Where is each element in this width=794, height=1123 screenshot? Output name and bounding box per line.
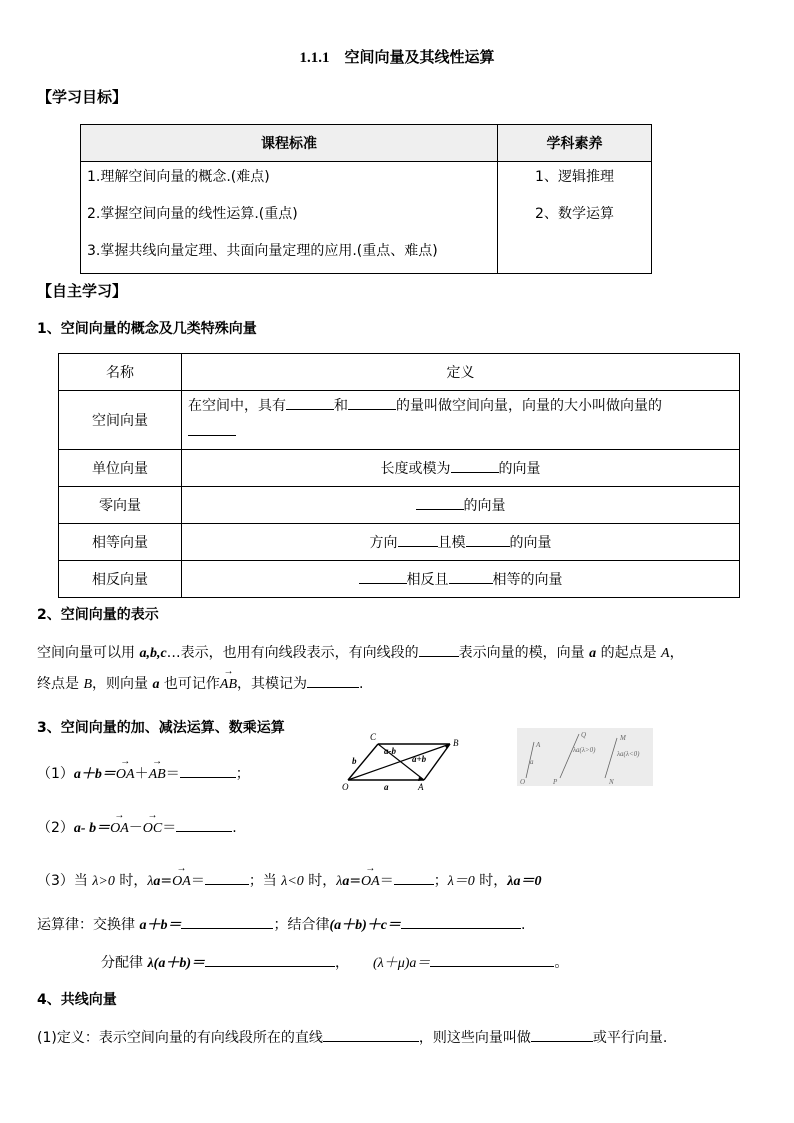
literacy-item: 2、数学运算	[535, 206, 614, 222]
laws-line-1: 运算律：交换律 a＋b＝ ；结合律(a＋b)＋c＝ .	[37, 914, 525, 934]
fig2-label: A	[536, 741, 541, 749]
goals-heading: 【学习目标】	[37, 88, 128, 106]
fig2-label: a	[530, 758, 534, 766]
fig1-label: B	[453, 738, 459, 748]
concept-name: 单位向量	[59, 450, 182, 487]
fig2-label: N	[609, 778, 614, 786]
edge-ab	[424, 744, 450, 780]
fig2-label: λa(λ>0)	[573, 746, 596, 754]
fig1-label: a+b	[412, 754, 427, 764]
formula-add: （1）a＋b＝→ OA＋→ AB＝ ；	[37, 763, 250, 783]
concept-table	[58, 353, 740, 598]
concept-name: 零向量	[59, 487, 182, 524]
concept-definition: 方向 且模 的向量	[182, 524, 740, 561]
goals-header-standard: 课程标准	[81, 125, 498, 162]
standard-item: 2.掌握空间向量的线性运算.(重点)	[87, 206, 298, 222]
fig2-label: O	[520, 778, 526, 786]
fig1-label: A	[418, 782, 424, 792]
fig2-label: M	[620, 734, 626, 742]
concept-name: 空间向量	[59, 391, 182, 450]
formula-subtract: （2）a- b＝→ OA－→ OC＝ .	[37, 817, 237, 837]
fig1-label: b	[352, 756, 357, 766]
concept-name: 相等向量	[59, 524, 182, 561]
standard-item: 3.掌握共线向量定理、共面向量定理的应用.(重点、难点)	[87, 243, 438, 259]
concept-definition: 的向量	[182, 487, 740, 524]
concept-header-definition: 定义	[182, 354, 740, 391]
section-1-heading: 1、空间向量的概念及几类特殊向量	[37, 321, 257, 337]
fig1-label: O	[342, 782, 349, 792]
representation-line-2: 终点是 B，则向量 a 也可记作→ AB，其模记为 .	[37, 673, 363, 693]
collinear-definition: (1)定义：表示空间向量的有向线段所在的直线 ，则这些向量叫做 或平行向量.	[37, 1027, 667, 1047]
fig1-label: C	[370, 732, 377, 742]
parallelogram-figure	[332, 728, 462, 794]
literacy-item: 1、逻辑推理	[535, 169, 614, 185]
concept-definition: 在空间中，具有 和 的量叫做空间向量，向量的大小叫做向量的	[182, 391, 740, 450]
concept-definition: 长度或模为 的向量	[182, 450, 740, 487]
fig1-label: a	[384, 782, 389, 792]
goals-table	[80, 124, 652, 274]
scalar-multiplication-figure	[517, 728, 653, 786]
standard-item: 1.理解空间向量的概念.(难点)	[87, 169, 270, 185]
section-4-heading: 4、共线向量	[37, 992, 117, 1008]
formula-scalar: （3）当 λ>0 时，λa=→ OA＝ ；当 λ<0 时，λa=→ OA＝ ；λ＝0 时，λa＝0	[37, 870, 541, 890]
fig2-label: λa(λ<0)	[617, 750, 640, 758]
concept-definition: 相反且 相等的向量	[182, 561, 740, 598]
representation-line-1: 空间向量可以用 a,b,c…表示，也用有向线段表示，有向线段的 表示向量的模，向量 a 的起点是 A，	[37, 642, 684, 662]
fig2-label: P	[553, 778, 558, 786]
goals-header-literacy: 学科素养	[498, 125, 652, 162]
fig2-label: Q	[581, 731, 587, 739]
page-title: 1.1.1 空间向量及其线性运算	[299, 50, 495, 66]
concept-header-name: 名称	[59, 354, 182, 391]
concept-name: 相反向量	[59, 561, 182, 598]
section-2-heading: 2、空间向量的表示	[37, 607, 159, 623]
section-3-heading: 3、空间向量的加、减法运算、数乘运算	[37, 720, 285, 736]
self-study-heading: 【自主学习】	[37, 282, 128, 300]
laws-line-2: 分配律 λ(a＋b)＝ ， (λ＋μ)a＝ 。	[101, 952, 568, 972]
fig1-label: a-b	[384, 746, 396, 756]
